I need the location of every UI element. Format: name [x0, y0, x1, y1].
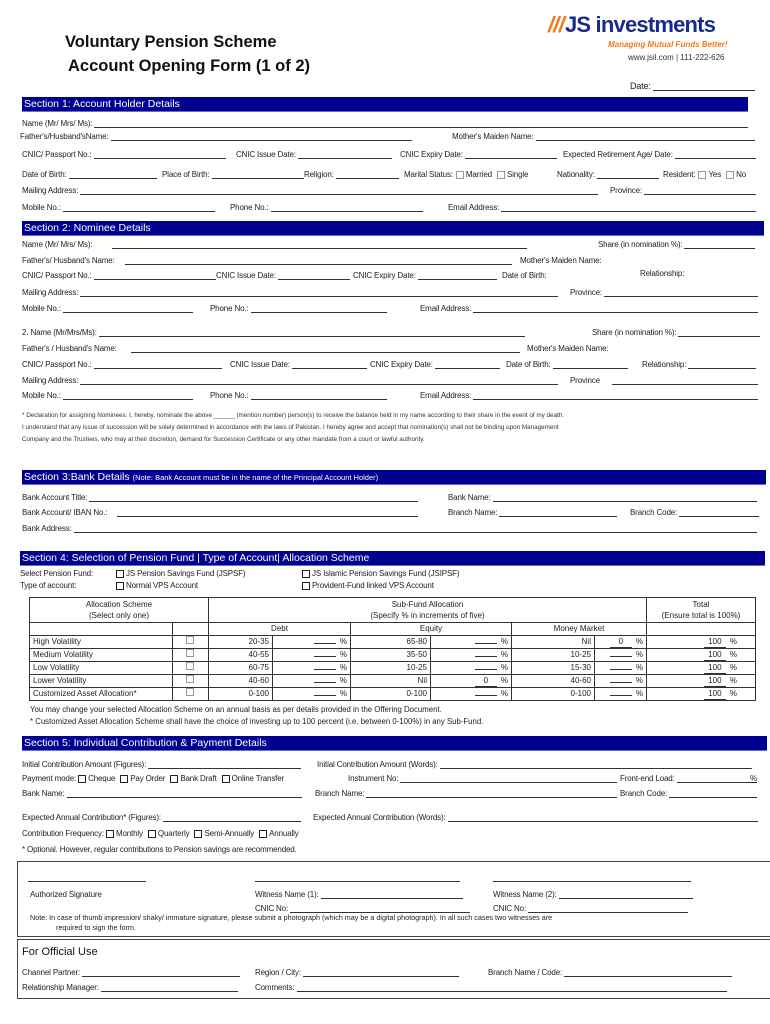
initial-contribution-figures-field[interactable]: Initial Contribution Amount (Figures):: [22, 758, 301, 769]
nominee2-mobile-field[interactable]: Mobile No.:: [22, 389, 193, 400]
signature-note: Note: In case of thumb impression/ shaky/ immature signature, please submit a photograph (which may be a digital photograph). In all such cases two witnesses are required to sign the form.: [30, 913, 553, 932]
nominee1-dob-label[interactable]: Date of Birth:: [502, 271, 547, 280]
debt-percent-input[interactable]: %: [273, 648, 351, 661]
normal-vps-checkbox[interactable]: Normal VPS Account: [116, 579, 203, 590]
scheme-name: Customized Asset Allocation*: [30, 687, 173, 700]
tagline: Managing Mutual Funds Better!: [608, 40, 728, 49]
pay-order-checkbox[interactable]: Pay Order: [120, 774, 165, 783]
iban-field[interactable]: Bank Account/ IBAN No.:: [22, 506, 418, 517]
online-transfer-checkbox[interactable]: Online Transfer: [222, 774, 284, 783]
allocation-row: [30, 648, 756, 661]
total-header: Total (Ensure total is 100%): [647, 598, 756, 623]
scheme-checkbox[interactable]: [173, 635, 209, 648]
cnic-issue-date-field[interactable]: CNIC Issue Date:: [236, 148, 392, 159]
dob-field[interactable]: Date of Birth:: [22, 168, 157, 179]
witness1-signature-line[interactable]: [255, 881, 460, 882]
allocation-row: [30, 674, 756, 687]
total-percent: 100 %: [647, 674, 756, 687]
debt-range: 40-55: [209, 648, 273, 661]
s5-branch-code-field[interactable]: Branch Code:: [620, 787, 757, 798]
money-market-header: Money Market: [512, 623, 647, 636]
equity-percent-input[interactable]: %: [431, 687, 512, 700]
channel-partner-field[interactable]: Channel Partner:: [22, 966, 240, 977]
mailing-address-field[interactable]: Mailing Address:: [22, 184, 598, 195]
scheme-name: High Volatility: [30, 635, 173, 648]
debt-range: 60-75: [209, 661, 273, 674]
equity-percent-input[interactable]: %: [431, 648, 512, 661]
form-title: Voluntary Pension Scheme: [65, 33, 277, 51]
nominee-declaration: * Declaration for assigning Nominees: I, hereby, nominate the above ______ (mention number) person(s) to receive the balance held in my name according to their share in the event of my death. I understand that any issue of succession will be solely determined in accordance with the laws of Pakistan. I hereby agree and accept that nomination(s) shall not be binding upon Management Company and the Trustees, who may at their discretion, demand for Succession Certificate or any other mandate from a court or lawful authority.: [22, 412, 565, 443]
equity-range: 35-50: [351, 648, 431, 661]
nominee2-phone-field[interactable]: Phone No.:: [210, 389, 387, 400]
fund-jsipsf-checkbox[interactable]: JS Islamic Pension Savings Fund (JSIPSF): [302, 567, 464, 578]
nominee1-expiry-field[interactable]: CNIC Expiry Date:: [353, 269, 497, 280]
cheque-checkbox[interactable]: Cheque: [78, 774, 115, 783]
instrument-no-field[interactable]: Instrument No:: [348, 772, 617, 783]
allocation-row: [30, 687, 756, 700]
nominee2-mailing-field[interactable]: Mailing Address:: [22, 374, 558, 385]
allocation-notes: You may change your selected Allocation Scheme on an annual basis as per details provided in the Offering Document. * Customized Asset Allocation Scheme shall have the choice of investing up to 100 percent (i.e. between 0-100%) in any Sub-Fund.: [30, 705, 484, 726]
married-checkbox[interactable]: Married: [456, 170, 492, 179]
branch-name-code-field[interactable]: Branch Name / Code:: [488, 966, 732, 977]
phone-field[interactable]: Phone No.:: [230, 201, 423, 212]
nominee2-issue-field[interactable]: CNIC Issue Date:: [230, 358, 367, 369]
mm-percent-input[interactable]: %: [595, 648, 647, 661]
scheme-name: Lower Volatility: [30, 674, 173, 687]
nominee2-email-field[interactable]: Email Address:: [420, 389, 758, 400]
equity-range: Nil: [351, 674, 431, 687]
nominee2-name-field[interactable]: 2. Name (Mr/Mrs/Ms):: [22, 326, 525, 337]
debt-range: 20-35: [209, 635, 273, 648]
contribution-frequency: Contribution Frequency: Monthly Quarterly Semi-Annually Annually: [22, 829, 299, 838]
authorized-signature-label: Authorized Signature: [30, 890, 102, 899]
nominee1-email-field[interactable]: Email Address:: [420, 302, 758, 313]
email-field[interactable]: Email Address:: [448, 201, 756, 212]
mm-range: 15-30: [512, 661, 595, 674]
mm-percent-input[interactable]: %: [595, 674, 647, 687]
total-percent: 100 %: [647, 687, 756, 700]
equity-range: 65-80: [351, 635, 431, 648]
nominee2-mother-label[interactable]: Mother's Maiden Name:: [527, 344, 609, 353]
nominee1-share-field[interactable]: Share (in nomination %):: [598, 238, 755, 249]
equity-percent-input[interactable]: 0 %: [431, 674, 512, 687]
expected-contribution-words-field[interactable]: Expected Annual Contribution (Words):: [313, 811, 758, 822]
section-2-header: Section 2: Nominee Details: [22, 221, 764, 236]
nationality-field[interactable]: Nationality:: [557, 168, 659, 179]
equity-percent-input[interactable]: %: [431, 635, 512, 648]
annually-checkbox[interactable]: Annually: [259, 829, 299, 838]
nominee2-cnic-field[interactable]: CNIC/ Passport No.:: [22, 358, 222, 369]
nominee1-name-field[interactable]: Name (Mr/ Mrs/ Ms):: [22, 238, 527, 249]
cnic-expiry-date-field[interactable]: CNIC Expiry Date:: [400, 148, 557, 159]
witness2-cnic-field[interactable]: CNIC No:: [493, 902, 688, 913]
debt-range: 40-60: [209, 674, 273, 687]
equity-percent-input[interactable]: %: [431, 661, 512, 674]
nominee1-mailing-field[interactable]: Mailing Address:: [22, 286, 558, 297]
father-name-field[interactable]: Father's/Husband'sName:: [20, 130, 412, 141]
allocation-table: [29, 597, 756, 701]
provident-fund-vps-checkbox[interactable]: Provident-Fund linked VPS Account: [302, 579, 439, 590]
mm-range: Nil: [512, 635, 595, 648]
equity-range: 0-100: [351, 687, 431, 700]
allocation-scheme-header: Allocation Scheme (Select only one): [30, 598, 209, 623]
scheme-checkbox[interactable]: [173, 674, 209, 687]
expected-contribution-figures-field[interactable]: Expected Annual Contribution* (Figures):: [22, 811, 301, 822]
initial-contribution-words-field[interactable]: Initial Contribution Amount (Words):: [317, 758, 752, 769]
sub-fund-header: Sub-Fund Allocation (Specify % in increments of five): [209, 598, 647, 623]
debt-header: Debt: [209, 623, 351, 636]
debt-percent-input[interactable]: %: [273, 674, 351, 687]
scheme-checkbox[interactable]: [173, 687, 209, 700]
total-percent: 100 %: [647, 635, 756, 648]
nominee2-relationship-field[interactable]: Relationship:: [642, 358, 756, 369]
region-city-field[interactable]: Region / City:: [255, 966, 459, 977]
resident-yes-checkbox[interactable]: Yes: [698, 170, 721, 179]
authorized-signature-line[interactable]: [28, 881, 146, 882]
nominee2-dob-field[interactable]: Date of Birth:: [506, 358, 628, 369]
section-1-header: Section 1: Account Holder Details: [22, 97, 748, 112]
total-percent: 100 %: [647, 648, 756, 661]
resident: Resident: Yes No: [663, 170, 746, 179]
mm-percent-input[interactable]: 0 %: [595, 635, 647, 648]
single-checkbox[interactable]: Single: [497, 170, 528, 179]
debt-percent-input[interactable]: %: [273, 635, 351, 648]
allocation-row: [30, 635, 756, 648]
witness2-name-field[interactable]: Witness Name (2):: [493, 888, 693, 899]
nominee1-phone-field[interactable]: Phone No.:: [210, 302, 387, 313]
mm-percent-input[interactable]: %: [595, 687, 647, 700]
relationship-manager-field[interactable]: Relationship Manager:: [22, 981, 238, 992]
name-field[interactable]: Name (Mr/ Mrs/ Ms):: [22, 117, 748, 128]
section-5-header: Section 5: Individual Contribution & Payment Details: [22, 736, 767, 751]
monthly-checkbox[interactable]: Monthly: [106, 829, 143, 838]
nominee2-father-field[interactable]: Father's / Husband's Name:: [22, 342, 520, 353]
mother-maiden-name-field[interactable]: Mother's Maiden Name:: [452, 130, 755, 141]
contact-info: www.jsil.com | 111-222-626: [628, 53, 725, 62]
nominee2-share-field[interactable]: Share (in nomination %):: [592, 326, 760, 337]
bank-account-title-field[interactable]: Bank Account Title:: [22, 491, 418, 502]
nominee1-issue-field[interactable]: CNIC Issue Date:: [216, 269, 350, 280]
s5-bank-name-field[interactable]: Bank Name:: [22, 787, 302, 798]
scheme-name: Low Volatility: [30, 661, 173, 674]
total-percent: 100 %: [647, 661, 756, 674]
nominee1-cnic-field[interactable]: CNIC/ Passport No.:: [22, 269, 216, 280]
front-end-load-field[interactable]: Front-end Load: %: [620, 774, 757, 783]
comments-field[interactable]: Comments:: [255, 981, 727, 992]
debt-range: 0-100: [209, 687, 273, 700]
semi-annually-checkbox[interactable]: Semi-Annually: [194, 829, 254, 838]
witness1-name-field[interactable]: Witness Name (1):: [255, 888, 463, 899]
nominee1-province-field[interactable]: Province:: [570, 286, 758, 297]
nominee1-relationship-label[interactable]: Relationship:: [640, 269, 685, 278]
bank-draft-checkbox[interactable]: Bank Draft: [170, 774, 216, 783]
nominee1-mother-label[interactable]: Mother's Maiden Name:: [520, 256, 602, 265]
bank-name-field[interactable]: Bank Name:: [448, 491, 757, 502]
nominee1-mobile-field[interactable]: Mobile No.:: [22, 302, 193, 313]
optional-note: * Optional. However, regular contributions to Pension savings are recommended.: [22, 845, 297, 854]
payment-mode: Payment mode: Cheque Pay Order Bank Draft Online Transfer: [22, 774, 285, 783]
nominee2-expiry-field[interactable]: CNIC Expiry Date:: [370, 358, 500, 369]
s5-branch-name-field[interactable]: Branch Name:: [315, 787, 617, 798]
province-field[interactable]: Province:: [610, 184, 756, 195]
select-fund-label: Select Pension Fund:: [20, 569, 94, 578]
official-use-title: For Official Use: [22, 946, 98, 958]
scheme-checkbox[interactable]: [173, 661, 209, 674]
quarterly-checkbox[interactable]: Quarterly: [148, 829, 190, 838]
nominee1-father-field[interactable]: Father's/ Husband's Name:: [22, 254, 512, 265]
account-type-label: Type of account:: [20, 581, 77, 590]
branch-code-field[interactable]: Branch Code:: [630, 506, 759, 517]
mm-percent-input[interactable]: %: [595, 661, 647, 674]
bank-address-field[interactable]: Bank Address:: [22, 522, 757, 533]
religion-field[interactable]: Religion:: [304, 168, 399, 179]
mm-range: 40-60: [512, 674, 595, 687]
mobile-field[interactable]: Mobile No.:: [22, 201, 215, 212]
scheme-name: Medium Volatility: [30, 648, 173, 661]
form-subtitle: Account Opening Form (1 of 2): [68, 57, 310, 75]
allocation-row: [30, 661, 756, 674]
section-3-header: Section 3:Bank Details (Note: Bank Account must be in the name of the Principal Account Holder): [22, 470, 766, 485]
equity-range: 10-25: [351, 661, 431, 674]
section-4-header: Section 4: Selection of Pension Fund | Type of Account| Allocation Scheme: [20, 551, 765, 566]
place-of-birth-field[interactable]: Place of Birth:: [162, 168, 304, 179]
equity-header: Equity: [351, 623, 512, 636]
date-field[interactable]: Date:: [630, 80, 755, 91]
marital-status: Marital Status: Married Single: [404, 170, 529, 179]
fund-jspsf-checkbox[interactable]: JS Pension Savings Fund (JSPSF): [116, 567, 250, 578]
debt-percent-input[interactable]: %: [273, 687, 351, 700]
debt-percent-input[interactable]: %: [273, 661, 351, 674]
resident-no-checkbox[interactable]: No: [726, 170, 746, 179]
cnic-field[interactable]: CNIC/ Passport No.:: [22, 148, 226, 159]
witness1-cnic-field[interactable]: CNIC No:: [255, 902, 470, 913]
mm-range: 0-100: [512, 687, 595, 700]
retirement-age-field[interactable]: Expected Retirement Age/ Date:: [563, 148, 756, 159]
mm-range: 10-25: [512, 648, 595, 661]
branch-name-field[interactable]: Branch Name:: [448, 506, 617, 517]
nominee2-province-field[interactable]: Province: [570, 374, 758, 385]
scheme-checkbox[interactable]: [173, 648, 209, 661]
js-investments-logo: ///JS investments: [548, 12, 716, 37]
witness2-signature-line[interactable]: [493, 881, 691, 882]
